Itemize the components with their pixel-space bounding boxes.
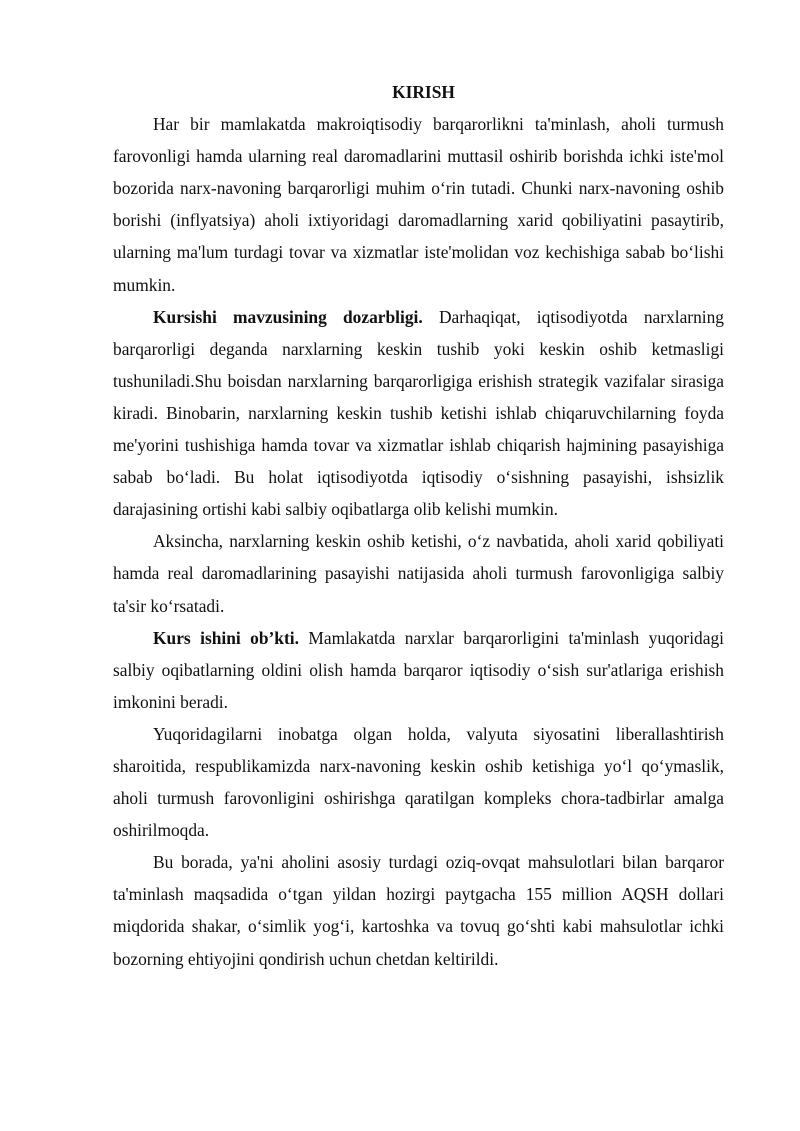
paragraph-text: Bu borada, ya'ni aholini asosiy turdagi oziq-ovqat mahsulotlari bilan barqaror ta'minlash maqsadida o‘tgan yildan hozirgi paytgacha 155 million AQSH dollari miqdorida shakar, o‘simlik yog‘i, kartoshka va tovuq go‘shti kabi mahsulotlar ichki bozorning ehtiyojini qondirish uchun chetdan keltirildi. [113, 852, 724, 969]
document-page [113, 76, 724, 975]
paragraph-intro [113, 108, 724, 301]
paragraph-text: Yuqoridagilarni inobatga olgan holda, valyuta siyosatini liberallashtirish sharoitida, respublikamizda narx-navoning keskin oshib ketishiga yo‘l qo‘ymaslik, aholi turmush farovonligini oshirishga qaratilgan kompleks chora-tadbirlar amalga oshirilmoqda. [113, 723, 724, 841]
paragraph-lead-heading: Kursishi mavzusining dozarbligi. [153, 306, 423, 327]
paragraph-relevance [113, 301, 724, 526]
paragraph-text: Mamlakatda narxlar barqarorligini ta'minlash yuqoridagi salbiy oqibatlarning oldini olish hamda barqaror iqtisodiy o‘sish sur'atlariga erishish imkonini beradi. [113, 627, 724, 712]
page-title: KIRISH [392, 82, 455, 102]
paragraph-text: Har bir mamlakatda makroiqtisodiy barqarorlikni ta'minlash, aholi turmush farovonligi hamda ularning real daromadlarini muttasil oshirib borishda ichki iste'mol bozorida narx-navoning barqarorligi muhim o‘rin tutadi. Chunki narx-navoning oshib borishi (inflyatsiya) aholi ixtiyoridagi daromadlarning xarid qobiliyatini pasaytirib, ularning ma'lum turdagi tovar va xizmatlar iste'molidan voz kechishiga sabab bo‘lishi mumkin. [113, 114, 724, 295]
paragraph-measures [113, 718, 724, 846]
paragraph-imports [113, 846, 724, 974]
paragraph-object [113, 622, 724, 718]
paragraph-lead-heading: Kurs ishini ob’kti. [153, 627, 299, 648]
paragraph-text: Darhaqiqat, iqtisodiyotda narxlarning barqarorligi deganda narxlarning keskin tushib yoki keskin oshib ketmasligi tushuniladi.Shu boisdan narxlarning barqarorligiga erishish strategik vazifalar sirasiga kiradi. Binobarin, narxlarning keskin tushib ketishi ishlab chiqaruvchilarning foyda me'yorini tushishiga hamda tovar va xizmatlar ishlab chiqarish hajmining pasayishiga sabab bo‘ladi. Bu holat iqtisodiyotda iqtisodiy o‘sishning pasayishi, ishsizlik darajasining ortishi kabi salbiy oqibatlarga olib kelishi mumkin. [113, 306, 725, 520]
paragraph-conversely [113, 525, 724, 621]
paragraph-text: Aksincha, narxlarning keskin oshib ketishi, o‘z navbatida, aholi xarid qobiliyati hamda real daromadlarining pasayishi natijasida aholi turmush farovonligiga salbiy ta'sir ko‘rsatadi. [113, 531, 724, 616]
